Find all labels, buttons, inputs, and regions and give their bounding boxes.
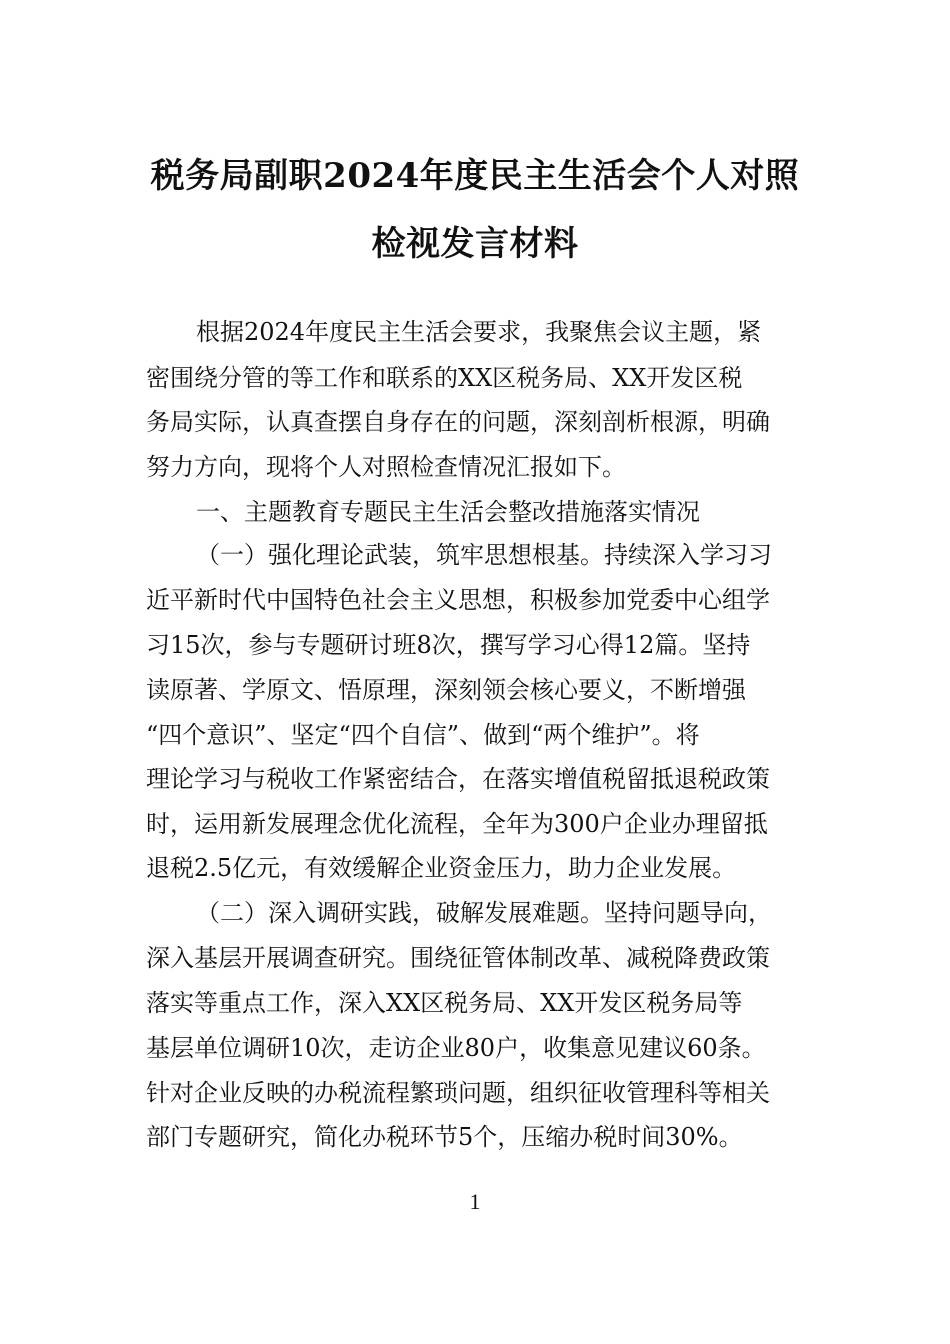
- subsection-2-line-1: （二）深入调研实践，破解发展难题。坚持问题导向，: [196, 899, 772, 927]
- subsection-1-line-1: （一）强化理论武装，筑牢思想根基。持续深入学习习: [196, 541, 772, 569]
- document-title-line-2: 检视发言材料: [371, 224, 579, 264]
- paragraph-1-line-2: 密围绕分管的等工作和联系的XX区税务局、XX开发区税: [146, 364, 743, 392]
- subsection-2-line-2: 深入基层开展调查研究。围绕征管体制改革、减税降费政策: [146, 944, 770, 972]
- paragraph-1-line-4: 努力方向，现将个人对照检查情况汇报如下。: [146, 453, 626, 481]
- subsection-1-line-4: 读原著、学原文、悟原理，深刻领会核心要义，不断增强: [146, 676, 746, 704]
- subsection-1-line-7: 时，运用新发展理念优化流程，全年为300户企业办理留抵: [146, 810, 768, 838]
- subsection-1-line-6: 理论学习与税收工作紧密结合，在落实增值税留抵退税政策: [146, 765, 770, 793]
- subsection-1-line-8: 退税2.5亿元，有效缓解企业资金压力，助力企业发展。: [146, 854, 737, 882]
- paragraph-1-line-1: 根据2024年度民主生活会要求，我聚焦会议主题，紧: [196, 318, 762, 346]
- paragraph-1-line-3: 务局实际，认真查摆自身存在的问题，深刻剖析根源，明确: [146, 408, 770, 436]
- subsection-2-line-5: 针对企业反映的办税流程繁琐问题，组织征收管理科等相关: [146, 1079, 770, 1107]
- subsection-1-line-5: “四个意识”、坚定“四个自信”、做到“两个维护”。将: [146, 721, 700, 749]
- section-1-heading: 一、主题教育专题民主生活会整改措施落实情况: [196, 498, 700, 526]
- page-number: 1: [469, 1189, 481, 1214]
- subsection-1-line-2: 近平新时代中国特色社会主义思想，积极参加党委中心组学: [146, 586, 770, 614]
- subsection-2-line-6: 部门专题研究，简化办税环节5个，压缩办税时间30%。: [146, 1123, 743, 1151]
- subsection-2-line-3: 落实等重点工作，深入XX区税务局、XX开发区税务局等: [146, 989, 743, 1017]
- document-title-line-1: 税务局副职2024年度民主生活会个人对照: [150, 156, 800, 196]
- subsection-2-line-4: 基层单位调研10次，走访企业80户，收集意见建议60条。: [146, 1034, 766, 1062]
- subsection-1-line-3: 习15次，参与专题研讨班8次，撰写学习心得12篇。坚持: [146, 631, 751, 659]
